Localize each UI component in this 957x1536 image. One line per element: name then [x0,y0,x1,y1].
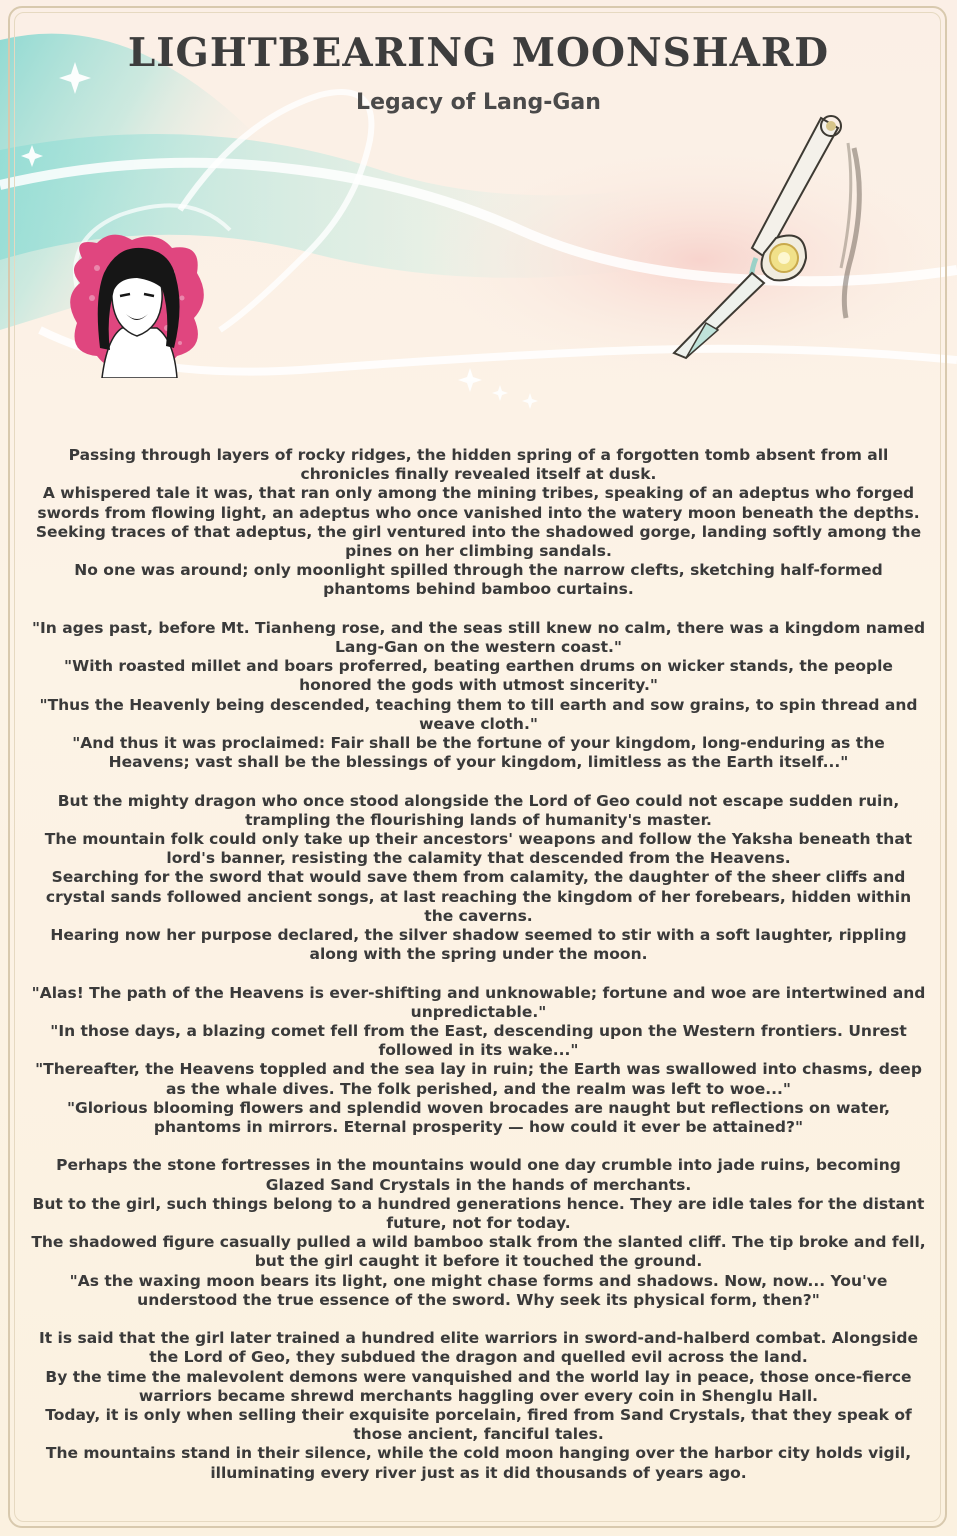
lore-paragraph [30,1156,927,1310]
lore-line: Passing through layers of rocky ridges, the hidden spring of a forgotten tomb absent from all chronicles finally revealed itself at dusk. [68,446,889,484]
lore-line: By the time the malevolent demons were vanquished and the world lay in peace, those once-fierce warriors became shrewd merchants haggling over every coin in Shenglu Hall. [45,1367,912,1405]
lore-text [30,446,927,1483]
lore-line: A whispered tale it was, that ran only among the mining tribes, speaking of an adeptus who forged swords from flowing light, an adeptus who once vanished into the watery moon beneath the depths. [37,484,920,522]
lore-line: The shadowed figure casually pulled a wild bamboo stalk from the slanted cliff. The tip broke and fell, but the girl caught it before it touched the ground. [31,1233,926,1271]
lore-line: No one was around; only moonlight spilled through the narrow clefts, sketching half-formed phantoms behind bamboo curtains. [74,561,883,599]
lore-line: "Thereafter, the Heavens toppled and the sea lay in ruin; the Earth was swallowed into chasms, deep as the whale dives. The folk perished, and the realm was left to woe..." [35,1060,922,1098]
page-subtitle: Legacy of Lang-Gan [356,90,601,115]
lore-line: The mountain folk could only take up their ancestors' weapons and follow the Yaksha beneath that lord's banner, resisting the calamity that descended from the Heavens. [44,830,913,868]
lore-line: But the mighty dragon who once stood alongside the Lord of Geo could not escape sudden ruin, trampling the flourishing lands of humanity's master. [57,791,900,829]
lore-line: Seeking traces of that adeptus, the girl ventured into the shadowed gorge, landing softly among the pines on her climbing sandals. [35,522,922,561]
page-title: LIGHTBEARING MOONSHARD [127,30,830,76]
lore-line: "In those days, a blazing comet fell from the East, descending upon the Western frontiers. Unrest followed in its wake..." [50,1022,907,1060]
lore-paragraph [30,1329,927,1483]
lore-line: "As the waxing moon bears its light, one might chase forms and shadows. Now, now... You've understood the true essence of the sword. Why seek its physical form, then?" [69,1271,888,1309]
lore-line: But to the girl, such things belong to a hundred generations hence. They are idle tales for the distant future, not for today. [32,1194,925,1233]
lore-line: "With roasted millet and boars proferred, beating earthen drums on wicker stands, the people honored the gods with utmost sincerity." [64,657,893,695]
lore-line: "Glorious blooming flowers and splendid woven brocades are naught but reflections on water, phantoms in mirrors. Eternal prosperity — how could it ever be attained?" [66,1098,891,1137]
lore-line: "Thus the Heavenly being descended, teaching them to till earth and sow grains, to spin thread and weave cloth." [39,695,918,733]
lore-line: Searching for the sword that would save them from calamity, the daughter of the sheer cliffs and crystal sands followed ancient songs, at last reaching the kingdom of her forebears, hidden within the caverns. [45,868,912,925]
lore-line: Perhaps the stone fortresses in the mountains would one day crumble into jade ruins, becoming Glazed Sand Crystals in the hands of merchants. [56,1156,901,1194]
character-portrait-icon [62,228,212,378]
lore-line: Today, it is only when selling their exquisite porcelain, fired from Sand Crystals, that they speak of those ancient, fanciful tales. [45,1406,912,1444]
lore-paragraph [30,984,927,1138]
lore-line: Hearing now her purpose declared, the silver shadow seemed to stir with a soft laughter, rippling along with the spring under the moon. [50,926,907,964]
lore-paragraph [30,619,927,773]
lore-paragraph [30,792,927,965]
lore-line: "Alas! The path of the Heavens is ever-shifting and unknowable; fortune and woe are intertwined and unpredictable." [31,983,926,1021]
polearm-weapon-icon [656,108,886,368]
lore-line: The mountains stand in their silence, while the cold moon hanging over the harbor city holds vigil, illuminating every river just as it did thousands of years ago. [45,1444,912,1482]
lore-line: "In ages past, before Mt. Tianheng rose, and the seas still knew no calm, there was a kingdom named Lang-Gan on the western coast." [31,618,926,657]
lore-line: It is said that the girl later trained a hundred elite warriors in sword-and-halberd combat. Alongside the Lord of Geo, they subdued the dragon and quelled evil across the land. [38,1329,919,1367]
lore-paragraph [30,446,927,600]
lore-line: "And thus it was proclaimed: Fair shall be the fortune of your kingdom, long-enduring as the Heavens; vast shall be the blessings of your kingdom, limitless as the Earth itself..." [72,734,885,772]
